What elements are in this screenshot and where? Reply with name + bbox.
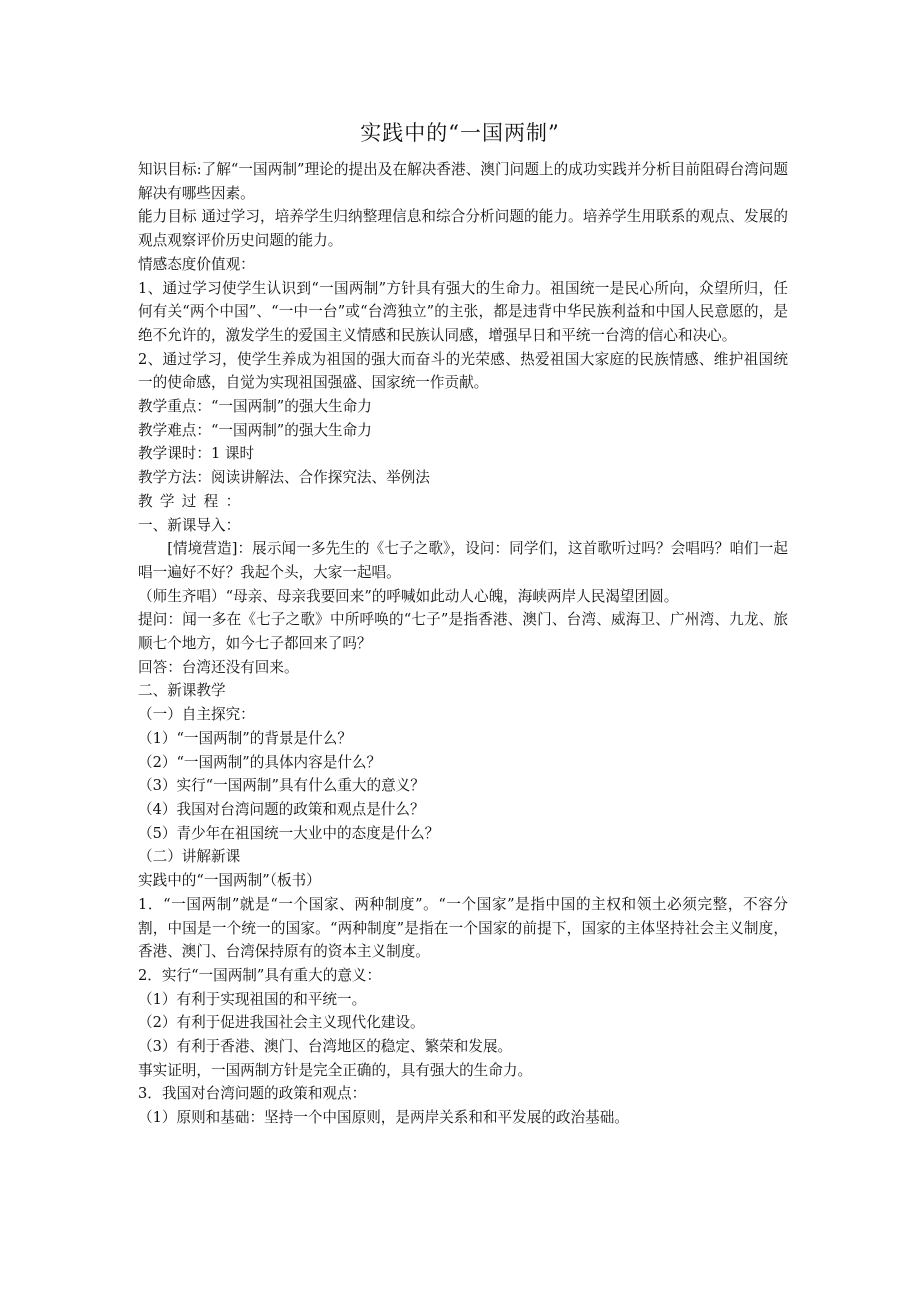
teaching-methods: 教学方法：阅读讲解法、合作探究法、举例法 (138, 469, 430, 487)
question-paragraph: 提问：闻一多在《七子之歌》中所呼唤的“七子”是指香港、澳门、台湾、威海卫、广州湾、九龙、旅顺七个地方，如今七子都回来了吗？ (138, 611, 788, 653)
point-3-heading: 3．我国对台湾问题的政策和观点： (138, 1085, 367, 1103)
attitude-item-1: 1、通过学习使学生认识到“一国两制”方针具有强大的生命力。祖国统一是民心所向，众望所归，任何有关“两个中国”、“一中一台”或“台湾独立”的主张，都是违背中华民族利益和中国人民意愿的，是绝不允许的，激发学生的爱国主义情感和民族认同感，增强早日和平统一台湾的信心和决心。 (138, 279, 788, 344)
taiwan-policy-item-1: （1）原则和基础：坚持一个中国原则，是两岸关系和和平发展的政治基础。 (138, 1109, 629, 1127)
inquiry-question-2: （2）“一国两制”的具体内容是什么？ (138, 753, 382, 771)
self-inquiry-heading: （一）自主探究： (138, 706, 255, 724)
point-1-definition: 1．“一国两制”就是“一个国家、两种制度”。“一个国家”是指中国的主权和领土必须完整，不容分割，中国是一个统一的国家。“两种制度”是指在一个国家的前提下，国家的主体坚持社会主义制度，香港、澳门、台湾保持原有的资本主义制度。 (138, 895, 788, 961)
significance-item-2: （2）有利于促进我国社会主义现代化建设。 (138, 1014, 425, 1032)
significance-item-3: （3）有利于香港、澳门、台湾地区的稳定、繁荣和发展。 (138, 1038, 513, 1056)
inquiry-question-1: （1）“一国两制”的背景是什么？ (138, 729, 352, 747)
class-hours: 教学课时：1 课时 (138, 445, 255, 463)
teaching-difficulty: 教学难点：“一国两制”的强大生命力 (138, 421, 372, 439)
section-2-heading: 二、新课教学 (138, 682, 226, 700)
attitude-heading: 情感态度价值观： (138, 255, 255, 273)
section-1-heading: 一、新课导入： (138, 516, 241, 534)
inquiry-question-3: （3）实行“一国两制”具有什么重大的意义？ (138, 777, 425, 795)
teaching-key-point: 教学重点：“一国两制”的强大生命力 (138, 398, 372, 416)
conclusion-paragraph: 事实证明，一国两制方针是完全正确的，具有强大的生命力。 (138, 1061, 533, 1079)
document-body (138, 158, 788, 1130)
answer-paragraph: 回答：台湾还没有回来。 (138, 658, 299, 676)
scenario-paragraph: [情境营造]：展示闻一多先生的《七子之歌》，设问：同学们，这首歌听过吗？会唱吗？咱们一起唱一遍好不好？我起个头，大家一起唱。 (138, 540, 788, 581)
teaching-process-heading: 教学过程： (138, 492, 248, 510)
blackboard-title: 实践中的“一国两制”（板书） (138, 872, 321, 890)
inquiry-question-4: （4）我国对台湾问题的政策和观点是什么？ (138, 800, 425, 818)
ability-goal: 能力目标 通过学习，培养学生归纳整理信息和综合分析问题的能力。培养学生用联系的观点、发展的观点观察评价历史问题的能力。 (138, 208, 788, 250)
sing-together-paragraph: （师生齐唱）“母亲、母亲我要回来”的呼喊如此动人心魄，海峡两岸人民渴望团圆。 (138, 587, 679, 605)
lecture-heading: （二）讲解新课 (138, 848, 241, 866)
document-title: 实践中的“一国两制” (360, 121, 560, 145)
attitude-item-2: 2、通过学习，使学生养成为祖国的强大而奋斗的光荣感、热爱祖国大家庭的民族情感、维护祖国统一的使命感，自觉为实现祖国强盛、国家统一作贡献。 (138, 350, 788, 392)
inquiry-question-5: （5）青少年在祖国统一大业中的态度是什么？ (138, 824, 440, 842)
significance-item-1: （1）有利于实现祖国的和平统一。 (138, 990, 367, 1008)
knowledge-goal: 知识目标:了解“一国两制”理论的提出及在解决香港、澳门问题上的成功实践并分析目前阻碍台湾问题解决有哪些因素。 (138, 161, 788, 202)
point-2-heading: 2．实行“一国两制”具有重大的意义： (138, 966, 382, 984)
